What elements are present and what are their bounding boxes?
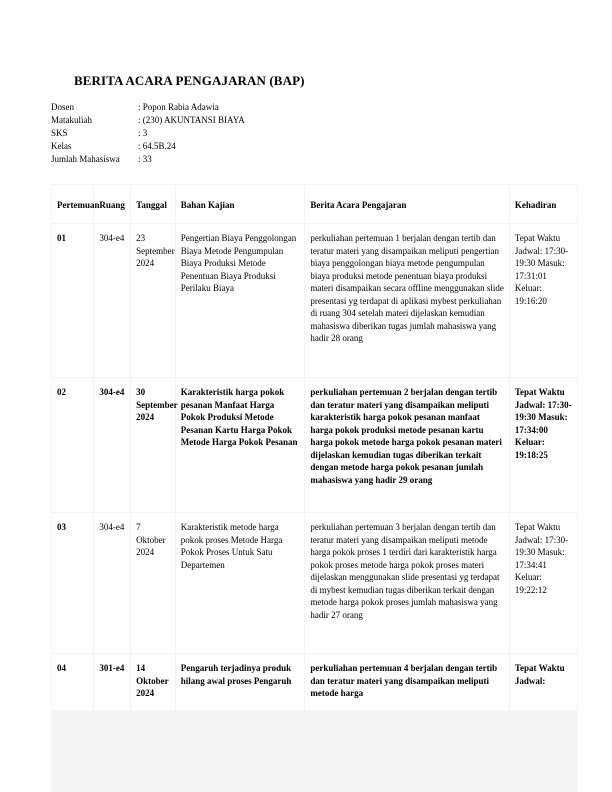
- info-row-dosen: [51, 101, 245, 114]
- cell-kehadiran: Tepat Waktu Jadwal: 17:30-19:30 Masuk: 17:31:01 Keluar: 19:16:20: [510, 224, 577, 377]
- info-label: SKS: [51, 128, 68, 138]
- cell-ruang: 304-e4: [94, 513, 130, 653]
- info-label: Jumlah Mahasiswa: [51, 154, 120, 164]
- cell-berita-acara: perkuliahan pertemuan 3 berjalan dengan tertib dan teratur materi yang disampaikan meliputi metode harga pokok proses 1 terdiri dari karakteristik harga pokok proses metode harga pokok proses materi dijelaskan menggunakan slide presentasi yg terdapat di mybest kemudian tugas diberikan terkait dengan metode harga pokok proses jumlah mahasiswa yang hadir 27 orang: [305, 513, 509, 653]
- cell-ruang: 301-e4: [94, 654, 130, 710]
- table-row: [52, 378, 577, 512]
- header-kehadiran: Kehadiran: [510, 185, 577, 223]
- cell-kehadiran: Tepat Waktu Jadwal:: [510, 654, 577, 710]
- header-pertemuan: Pertemuan: [52, 185, 93, 223]
- info-row-kelas: [51, 140, 245, 153]
- cell-ruang: 304-e4: [94, 378, 130, 512]
- cell-tanggal: 14 Oktober 2024: [131, 654, 175, 710]
- bap-table: [51, 184, 578, 711]
- cell-bahan-kajian: Pengaruh terjadinya produk hilang awal proses Pengaruh: [176, 654, 305, 710]
- cell-tanggal: 23 September 2024: [131, 224, 175, 377]
- header-bahan-kajian: Bahan Kajian: [176, 185, 305, 223]
- cell-tanggal: 30 September 2024: [131, 378, 175, 512]
- table-header-row: [52, 185, 577, 223]
- cell-kehadiran: Tepat Waktu Jadwal: 17:30-19:30 Masuk: 17:34:41 Keluar: 19:22:12: [510, 513, 577, 653]
- cell-bahan-kajian: Karakteristik harga pokok pesanan Manfaat Harga Pokok Produksi Metode Pesanan Kartu Harga Pokok Metode Harga Pokok Pesanan: [176, 378, 305, 512]
- cell-pertemuan: 04: [52, 654, 93, 710]
- info-value: : 64.5B.24: [138, 141, 176, 151]
- bap-table-container: [51, 184, 578, 792]
- cell-kehadiran: Tepat Waktu Jadwal: 17:30-19:30 Masuk: 17:34:00 Keluar: 19:18:25: [510, 378, 577, 512]
- cell-berita-acara: perkuliahan pertemuan 4 berjalan dengan tertib dan teratur materi yang disampaikan meliputi metode harga: [305, 654, 509, 710]
- info-row-sks: [51, 127, 245, 140]
- table-row: [52, 513, 577, 653]
- info-label: Kelas: [51, 141, 72, 151]
- info-value: : 3: [138, 128, 148, 138]
- info-row-matakuliah: [51, 114, 245, 127]
- page-title: BERITA ACARA PENGAJARAN (BAP): [74, 73, 305, 88]
- cell-pertemuan: 03: [52, 513, 93, 653]
- info-value: : 33: [138, 154, 152, 164]
- info-row-jumlah-mahasiswa: [51, 153, 245, 166]
- cell-bahan-kajian: Karakteristik metode harga pokok proses Metode Harga Pokok Proses Untuk Satu Departemen: [176, 513, 305, 653]
- cell-berita-acara: perkuliahan pertemuan 2 berjalan dengan tertib dan teratur materi yang disampaikan meliputi karakteristik harga pokok pesanan manfaat harga pokok produksi metode pesanan kartu harga pokok metode harga pokok pesanan materi dijelaskan kemudian tugas diberikan terkait dengan metode harga pokok pesanan jumlah mahasiswa yang hadir 29 orang: [305, 378, 509, 512]
- cell-pertemuan: 02: [52, 378, 93, 512]
- info-label: Matakuliah: [51, 115, 92, 125]
- cell-pertemuan: 01: [52, 224, 93, 377]
- header-ruang: Ruang: [94, 185, 130, 223]
- info-label: Dosen: [51, 102, 74, 112]
- course-info: [51, 101, 245, 166]
- table-row: [52, 654, 577, 710]
- info-value: : Popon Rabia Adawia: [138, 102, 219, 112]
- cell-tanggal: 7 Oktober 2024: [131, 513, 175, 653]
- info-value: : (230) AKUNTANSI BIAYA: [138, 115, 245, 125]
- header-tanggal: Tanggal: [131, 185, 175, 223]
- cell-bahan-kajian: Pengertian Biaya Penggolongan Biaya Metode Pengumpulan Biaya Produksi Metode Penentuan Biaya Produksi Perilaku Biaya: [176, 224, 305, 377]
- header-berita-acara: Berita Acara Pengajaran: [305, 185, 509, 223]
- cell-berita-acara: perkuliahan pertemuan 1 berjalan dengan tertib dan teratur materi yang disampaikan meliputi pengertian biaya penggolongan biaya metode pengumpulan biaya produksi metode penentuan biaya produksi materi disampaikan secara offline menggunakan slide presentasi yg terdapat di aplikasi mybest perkuliahan di ruang 304 setelah materi dijelaskan kemudian mahasiswa diberikan tugas jumlah mahasiswa yang hadir 28 orang: [305, 224, 509, 377]
- table-row: [52, 224, 577, 377]
- cell-ruang: 304-e4: [94, 224, 130, 377]
